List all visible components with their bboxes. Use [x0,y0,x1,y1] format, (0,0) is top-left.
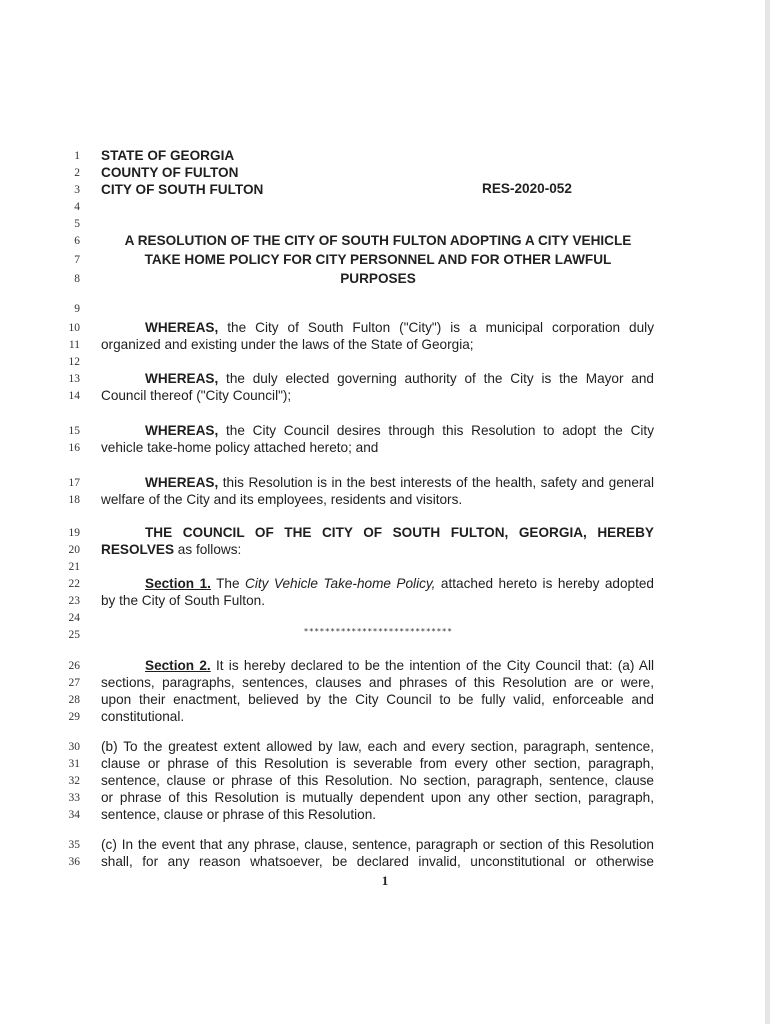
line-number: 8 [74,273,80,285]
page-number: 1 [381,873,389,888]
line-number: 21 [68,561,80,573]
line-number: 14 [68,390,80,402]
resolves-keyword: RESOLVES [101,542,175,557]
line-number: 22 [68,578,80,590]
whereas-2-line-1 [101,370,654,387]
line-number: 27 [68,677,80,689]
resolves-line-2 [101,541,241,558]
line-number: 24 [68,612,80,624]
section-1-post: attached hereto is hereby adopted [435,576,654,591]
whereas-text: this Resolution is in the best interests of the health, safety and general [218,475,654,490]
line-number: 30 [68,741,80,753]
section-2-text: It is hereby declared to be the intention of the City Council that: (a) All [210,658,654,673]
line-number: 6 [74,235,80,247]
line-number: 13 [68,373,80,385]
whereas-1-line-1 [101,319,654,336]
resolution-title-line-2: TAKE HOME POLICY FOR CITY PERSONNEL AND FOR OTHER LAWFUL [144,252,612,267]
line-number: 3 [74,184,80,196]
line-number: 17 [68,477,80,489]
line-number: 26 [68,660,80,672]
whereas-keyword: WHEREAS, [145,320,219,335]
line-number: 18 [68,494,80,506]
line-number: 1 [74,150,80,162]
whereas-2-line-2: Council thereof ("City Council"); [101,388,292,403]
whereas-keyword: WHEREAS, [145,423,219,438]
whereas-text: the duly elected governing authority of the City is the Mayor and [218,371,654,386]
section-1-line-2: by the City of South Fulton. [101,593,265,608]
line-number: 23 [68,595,80,607]
line-number: 11 [68,339,80,351]
header-state: STATE OF GEORGIA [101,148,235,163]
section-2-line-2: sections, paragraphs, sentences, clauses and phrases of this Resolution are or were, [101,675,654,690]
whereas-keyword: WHEREAS, [145,371,219,386]
resolves-text: as follows: [174,542,242,557]
section-2-line-4: constitutional. [101,709,185,724]
whereas-keyword: WHEREAS, [145,475,219,490]
para-b-line-3: sentence, clause or phrase of this Resolution. No section, paragraph, sentence, clause [101,773,654,788]
line-number: 12 [68,356,80,368]
resolution-title-line-1: A RESOLUTION OF THE CITY OF SOUTH FULTON ADOPTING A CITY VEHICLE [124,233,632,248]
section-1-line-1 [101,575,654,592]
line-number: 25 [68,629,80,641]
para-b-line-5: sentence, clause or phrase of this Resolution. [101,807,377,822]
section-2-line-3: upon their enactment, believed by the City Council to be fully valid, enforceable and [101,692,654,707]
section-1-pre: The [210,576,246,591]
para-b-line-1: (b) To the greatest extent allowed by law, each and every section, paragraph, sentence, [101,739,654,754]
line-number: 29 [68,711,80,723]
line-number: 2 [74,167,80,179]
whereas-3-line-1 [101,422,654,439]
line-number: 33 [68,792,80,804]
line-number: 7 [74,254,80,266]
line-number: 15 [68,425,80,437]
line-number: 20 [68,544,80,556]
line-number: 31 [68,758,80,770]
page-edge [765,0,770,1024]
line-number: 36 [68,856,80,868]
resolution-title-line-3: PURPOSES [340,271,416,286]
section-1-heading: Section 1. [145,576,211,591]
section-2-line-1 [101,657,654,674]
line-number: 10 [68,322,80,334]
para-c-line-2: shall, for any reason whatsoever, be declared invalid, unconstitutional or otherwise [101,854,654,869]
header-county: COUNTY OF FULTON [101,165,239,180]
whereas-3-line-2: vehicle take-home policy attached hereto; and [101,440,379,455]
line-number: 16 [68,442,80,454]
policy-name: City Vehicle Take-home Policy, [245,576,436,591]
whereas-4-line-1 [101,474,654,491]
line-number: 28 [68,694,80,706]
line-number: 32 [68,775,80,787]
whereas-text: the City Council desires through this Resolution to adopt the City [218,423,654,438]
para-c-line-1: (c) In the event that any phrase, clause, sentence, paragraph or section of this Resolution [101,837,654,852]
para-b-line-2: clause or phrase of this Resolution is severable from every other section, paragraph, [101,756,654,771]
resolves-line-1: THE COUNCIL OF THE CITY OF SOUTH FULTON, GEORGIA, HEREBY [145,525,654,540]
line-number: 35 [68,839,80,851]
whereas-1-line-2: organized and existing under the laws of the State of Georgia; [101,337,474,352]
line-number: 9 [74,303,80,315]
para-b-line-4: or phrase of this Resolution is mutually dependent upon any other section, paragraph, [101,790,654,805]
separator: **************************** [303,627,453,636]
section-2-heading: Section 2. [145,658,211,673]
line-number: 34 [68,809,80,821]
line-number: 5 [74,218,80,230]
line-number: 4 [74,201,80,213]
whereas-4-line-2: welfare of the City and its employees, residents and visitors. [101,492,463,507]
resolution-number: RES-2020-052 [482,181,572,196]
line-number: 19 [68,527,80,539]
header-city: CITY OF SOUTH FULTON [101,182,264,197]
whereas-text: the City of South Fulton ("City") is a municipal corporation duly [218,320,654,335]
